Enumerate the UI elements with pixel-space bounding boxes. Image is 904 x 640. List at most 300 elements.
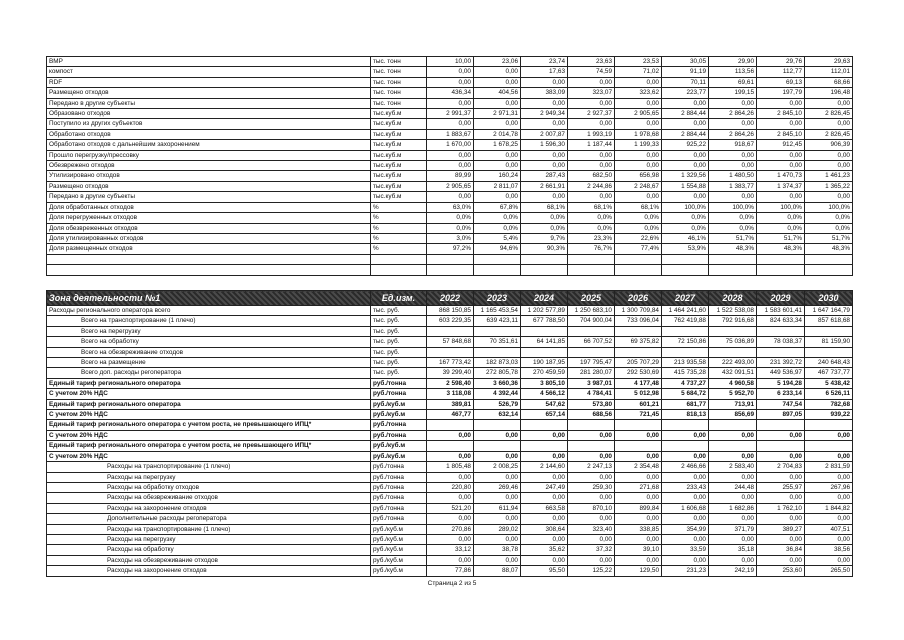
value-cell xyxy=(615,265,662,275)
row-label: Передано в другие субъекты xyxy=(47,192,371,202)
value-cell: 0,00 xyxy=(521,534,568,544)
row-unit: % xyxy=(371,233,427,243)
value-cell xyxy=(805,420,853,430)
value-cell: 0,0% xyxy=(757,223,805,233)
value-cell: 6 233,14 xyxy=(757,389,805,399)
value-cell xyxy=(615,254,662,264)
value-cell: 0,00 xyxy=(568,534,615,544)
value-cell: 3,0% xyxy=(427,233,474,243)
value-cell: 5 952,70 xyxy=(709,389,757,399)
value-cell: 0,00 xyxy=(662,514,709,524)
value-cell xyxy=(427,326,474,336)
value-cell: 1 554,88 xyxy=(662,181,709,191)
value-cell: 0,00 xyxy=(427,451,474,461)
value-cell: 2 007,87 xyxy=(521,129,568,139)
year-header: 2027 xyxy=(662,291,709,306)
value-cell: 0,0% xyxy=(615,223,662,233)
value-cell xyxy=(757,420,805,430)
value-cell: 29,76 xyxy=(757,57,805,67)
table-row xyxy=(47,129,853,139)
value-cell: 1 250 683,10 xyxy=(568,306,615,316)
value-cell: 0,0% xyxy=(427,223,474,233)
value-cell: 17,63 xyxy=(521,67,568,77)
table-row xyxy=(47,181,853,191)
value-cell: 100,0% xyxy=(757,202,805,212)
value-cell: 0,00 xyxy=(521,119,568,129)
value-cell: 23,06 xyxy=(474,57,521,67)
value-cell: 389,81 xyxy=(427,399,474,409)
value-cell: 69 375,82 xyxy=(615,337,662,347)
value-cell: 2 811,07 xyxy=(474,181,521,191)
value-cell: 0,00 xyxy=(568,150,615,160)
value-cell: 0,00 xyxy=(427,119,474,129)
value-cell xyxy=(615,347,662,357)
table-row xyxy=(47,265,853,275)
row-label: Всего на обезвреживание отходов xyxy=(47,347,371,357)
value-cell: 407,51 xyxy=(805,524,853,534)
row-label: Расходы на обезвреживание отходов xyxy=(47,493,371,503)
value-cell: 0,00 xyxy=(427,555,474,565)
row-label: Расходы на захоронение отходов xyxy=(47,503,371,513)
row-label: Расходы регионального оператора всего xyxy=(47,306,371,316)
value-cell xyxy=(427,441,474,451)
row-label: Обработано отходов xyxy=(47,129,371,139)
value-cell: 0,00 xyxy=(662,119,709,129)
value-cell: 0,00 xyxy=(474,98,521,108)
value-cell: 939,22 xyxy=(805,410,853,420)
tariff-table xyxy=(46,290,853,577)
table-row xyxy=(47,566,853,576)
value-cell: 2 971,31 xyxy=(474,109,521,119)
value-cell: 0,00 xyxy=(709,192,757,202)
table-row xyxy=(47,77,853,87)
value-cell: 0,00 xyxy=(427,430,474,440)
table-row xyxy=(47,98,853,108)
value-cell: 0,00 xyxy=(757,451,805,461)
value-cell: 0,00 xyxy=(709,430,757,440)
value-cell: 39 299,40 xyxy=(427,368,474,378)
value-cell: 657,14 xyxy=(521,410,568,420)
value-cell xyxy=(757,254,805,264)
value-cell: 2 248,67 xyxy=(615,181,662,191)
row-label: С учетом 20% НДС xyxy=(47,389,371,399)
value-cell: 0,00 xyxy=(805,430,853,440)
value-cell: 0,00 xyxy=(615,430,662,440)
value-cell: 1 606,68 xyxy=(662,503,709,513)
value-cell: 601,21 xyxy=(615,399,662,409)
row-unit: руб./куб.м xyxy=(371,545,427,555)
value-cell: 857 618,68 xyxy=(805,316,853,326)
row-label: Расходы на обезвреживание отходов xyxy=(47,555,371,565)
value-cell: 0,00 xyxy=(757,119,805,129)
value-cell: 272 805,78 xyxy=(474,368,521,378)
value-cell: 573,80 xyxy=(568,399,615,409)
value-cell: 197,79 xyxy=(757,88,805,98)
row-unit: тыс. руб. xyxy=(371,368,427,378)
value-cell: 1 461,23 xyxy=(805,171,853,181)
row-label: компост xyxy=(47,67,371,77)
value-cell: 0,00 xyxy=(521,150,568,160)
row-label: Расходы на обработку xyxy=(47,545,371,555)
value-cell: 271,68 xyxy=(615,482,662,492)
value-cell: 0,00 xyxy=(521,77,568,87)
value-cell xyxy=(709,265,757,275)
row-unit: руб./тонна xyxy=(371,482,427,492)
value-cell: 69,61 xyxy=(709,77,757,87)
value-cell: 0,00 xyxy=(568,161,615,171)
unit-header: Ед.изм. xyxy=(371,291,427,306)
value-cell xyxy=(662,326,709,336)
value-cell: 0,00 xyxy=(615,192,662,202)
value-cell: 0,00 xyxy=(568,119,615,129)
row-unit xyxy=(371,254,427,264)
value-cell: 0,00 xyxy=(757,430,805,440)
value-cell: 0,00 xyxy=(615,119,662,129)
table-row xyxy=(47,545,853,555)
value-cell: 35,18 xyxy=(709,545,757,555)
row-label: Обезврежено отходов xyxy=(47,161,371,171)
value-cell: 389,27 xyxy=(757,524,805,534)
value-cell: 0,00 xyxy=(709,451,757,461)
table-row xyxy=(47,482,853,492)
value-cell: 182 873,03 xyxy=(474,358,521,368)
value-cell: 0,00 xyxy=(521,192,568,202)
value-cell: 5 438,42 xyxy=(805,378,853,388)
value-cell: 0,00 xyxy=(757,555,805,565)
value-cell: 2 704,83 xyxy=(757,462,805,472)
value-cell: 68,66 xyxy=(805,77,853,87)
value-cell xyxy=(709,326,757,336)
row-label: Единый тариф регионального оператора с учетом роста, не превышающего ИПЦ* xyxy=(47,441,371,451)
table-row xyxy=(47,202,853,212)
value-cell: 0,00 xyxy=(805,161,853,171)
value-cell: 196,48 xyxy=(805,88,853,98)
value-cell: 0,00 xyxy=(709,534,757,544)
value-cell: 0,00 xyxy=(805,451,853,461)
value-cell: 2 864,26 xyxy=(709,109,757,119)
value-cell: 0,00 xyxy=(805,472,853,482)
value-cell: 0,00 xyxy=(427,534,474,544)
value-cell: 0,0% xyxy=(805,213,853,223)
year-header: 2024 xyxy=(521,291,568,306)
value-cell: 38,78 xyxy=(474,545,521,555)
value-cell: 682,50 xyxy=(568,171,615,181)
value-cell: 0,00 xyxy=(474,119,521,129)
row-unit: тыс.куб.м xyxy=(371,181,427,191)
value-cell: 2 144,60 xyxy=(521,462,568,472)
value-cell: 2 466,66 xyxy=(662,462,709,472)
value-cell: 0,00 xyxy=(805,514,853,524)
value-cell: 4 566,12 xyxy=(521,389,568,399)
value-cell: 0,00 xyxy=(427,493,474,503)
row-label: Образовано отходов xyxy=(47,109,371,119)
value-cell: 247,49 xyxy=(521,482,568,492)
value-cell: 0,00 xyxy=(568,493,615,503)
value-cell: 113,56 xyxy=(709,67,757,77)
row-unit: руб./куб.м xyxy=(371,410,427,420)
row-unit: руб./куб.м xyxy=(371,566,427,576)
value-cell: 1 329,56 xyxy=(662,171,709,181)
value-cell: 90,3% xyxy=(521,244,568,254)
value-cell: 0,00 xyxy=(615,555,662,565)
value-cell: 0,00 xyxy=(709,98,757,108)
value-cell xyxy=(427,254,474,264)
value-cell: 197 795,47 xyxy=(568,358,615,368)
value-cell xyxy=(615,326,662,336)
row-unit: тыс. тонн xyxy=(371,88,427,98)
row-label: Расходы на перегрузку xyxy=(47,534,371,544)
year-header: 2025 xyxy=(568,291,615,306)
value-cell: 897,05 xyxy=(757,410,805,420)
value-cell: 253,60 xyxy=(757,566,805,576)
value-cell: 1 583 601,41 xyxy=(757,306,805,316)
value-cell: 0,00 xyxy=(474,67,521,77)
value-cell: 0,00 xyxy=(805,534,853,544)
value-cell: 4 177,48 xyxy=(615,378,662,388)
row-label: Всего на обработку xyxy=(47,337,371,347)
value-cell: 432 091,51 xyxy=(709,368,757,378)
page-number: Страница 2 из 5 xyxy=(427,580,477,587)
value-cell: 10,00 xyxy=(427,57,474,67)
value-cell: 100,0% xyxy=(709,202,757,212)
row-unit: руб./тонна xyxy=(371,430,427,440)
value-cell: 1 993,19 xyxy=(568,129,615,139)
value-cell: 70 351,61 xyxy=(474,337,521,347)
value-cell: 467,77 xyxy=(427,410,474,420)
value-cell: 2 826,45 xyxy=(805,109,853,119)
value-cell: 0,00 xyxy=(568,192,615,202)
value-cell: 338,85 xyxy=(615,524,662,534)
value-cell: 57 848,68 xyxy=(427,337,474,347)
value-cell: 0,0% xyxy=(568,223,615,233)
value-cell: 6 526,11 xyxy=(805,389,853,399)
row-unit: тыс. тонн xyxy=(371,57,427,67)
value-cell: 270 459,59 xyxy=(521,368,568,378)
value-cell xyxy=(757,441,805,451)
value-cell: 5 012,98 xyxy=(615,389,662,399)
value-cell xyxy=(757,347,805,357)
value-cell: 88,07 xyxy=(474,566,521,576)
value-cell: 0,00 xyxy=(709,472,757,482)
value-cell xyxy=(662,265,709,275)
row-unit: % xyxy=(371,244,427,254)
value-cell: 0,00 xyxy=(662,430,709,440)
row-unit: тыс.куб.м xyxy=(371,109,427,119)
zone-title: Зона деятельности №1 xyxy=(47,291,371,306)
value-cell: 190 187,95 xyxy=(521,358,568,368)
value-cell: 223,77 xyxy=(662,88,709,98)
value-cell: 1 678,25 xyxy=(474,140,521,150)
value-cell: 3 118,08 xyxy=(427,389,474,399)
value-cell: 0,00 xyxy=(427,514,474,524)
value-cell: 0,00 xyxy=(805,192,853,202)
value-cell: 0,00 xyxy=(709,161,757,171)
value-cell: 23,3% xyxy=(568,233,615,243)
value-cell: 199,15 xyxy=(709,88,757,98)
value-cell: 129,50 xyxy=(615,566,662,576)
value-cell: 0,00 xyxy=(662,98,709,108)
value-cell: 0,00 xyxy=(474,472,521,482)
value-cell: 415 735,28 xyxy=(662,368,709,378)
value-cell: 231,23 xyxy=(662,566,709,576)
value-cell xyxy=(474,441,521,451)
table-row xyxy=(47,316,853,326)
value-cell: 0,00 xyxy=(615,514,662,524)
value-cell: 663,58 xyxy=(521,503,568,513)
value-cell: 39,10 xyxy=(615,545,662,555)
value-cell: 1 374,37 xyxy=(757,181,805,191)
value-cell: 0,00 xyxy=(757,161,805,171)
row-label: Размещено отходов xyxy=(47,181,371,191)
value-cell xyxy=(521,347,568,357)
value-cell: 747,54 xyxy=(757,399,805,409)
value-cell: 5,4% xyxy=(474,233,521,243)
row-unit: тыс. руб. xyxy=(371,316,427,326)
value-cell: 1 365,22 xyxy=(805,181,853,191)
value-cell: 0,0% xyxy=(521,223,568,233)
value-cell: 0,00 xyxy=(474,150,521,160)
table-row xyxy=(47,399,853,409)
value-cell: 1 383,77 xyxy=(709,181,757,191)
value-cell: 0,0% xyxy=(709,223,757,233)
value-cell: 639 423,11 xyxy=(474,316,521,326)
value-cell: 1 596,30 xyxy=(521,140,568,150)
value-cell xyxy=(805,441,853,451)
table-row xyxy=(47,358,853,368)
row-unit: руб./куб.м xyxy=(371,451,427,461)
value-cell: 656,98 xyxy=(615,171,662,181)
value-cell: 0,0% xyxy=(805,223,853,233)
value-cell xyxy=(474,265,521,275)
table-row xyxy=(47,420,853,430)
value-cell: 240 648,43 xyxy=(805,358,853,368)
value-cell: 5 684,72 xyxy=(662,389,709,399)
value-cell: 0,00 xyxy=(662,451,709,461)
value-cell: 0,00 xyxy=(662,534,709,544)
value-cell: 231 392,72 xyxy=(757,358,805,368)
value-cell xyxy=(805,326,853,336)
table-row xyxy=(47,306,853,316)
value-cell: 704 900,04 xyxy=(568,316,615,326)
value-cell: 0,0% xyxy=(615,213,662,223)
row-label: С учетом 20% НДС xyxy=(47,430,371,440)
value-cell: 0,00 xyxy=(521,98,568,108)
table-row xyxy=(47,57,853,67)
table-row xyxy=(47,109,853,119)
value-cell: 259,30 xyxy=(568,482,615,492)
value-cell: 1 762,10 xyxy=(757,503,805,513)
value-cell: 69,13 xyxy=(757,77,805,87)
row-unit: руб./куб.м xyxy=(371,555,427,565)
row-label xyxy=(47,254,371,264)
value-cell: 2 991,37 xyxy=(427,109,474,119)
table-row xyxy=(47,233,853,243)
table-row xyxy=(47,171,853,181)
table-row xyxy=(47,347,853,357)
value-cell: 68,1% xyxy=(521,202,568,212)
value-cell: 521,20 xyxy=(427,503,474,513)
table-row xyxy=(47,368,853,378)
value-cell: 35,62 xyxy=(521,545,568,555)
value-cell: 51,7% xyxy=(709,233,757,243)
value-cell: 0,00 xyxy=(757,472,805,482)
value-cell xyxy=(521,265,568,275)
waste-balance-table xyxy=(46,56,853,276)
value-cell: 818,13 xyxy=(662,410,709,420)
value-cell: 547,62 xyxy=(521,399,568,409)
value-cell: 255,97 xyxy=(757,482,805,492)
value-cell: 733 096,04 xyxy=(615,316,662,326)
value-cell: 0,00 xyxy=(521,451,568,461)
row-label: Доля обезвреженных отходов xyxy=(47,223,371,233)
row-unit: тыс. руб. xyxy=(371,306,427,316)
row-unit: руб./куб.м xyxy=(371,534,427,544)
value-cell: 5 194,28 xyxy=(757,378,805,388)
value-cell: 906,39 xyxy=(805,140,853,150)
value-cell: 71,02 xyxy=(615,67,662,77)
value-cell: 0,00 xyxy=(474,430,521,440)
value-cell: 76,7% xyxy=(568,244,615,254)
value-cell xyxy=(662,347,709,357)
value-cell: 0,00 xyxy=(615,451,662,461)
value-cell: 308,64 xyxy=(521,524,568,534)
value-cell: 782,68 xyxy=(805,399,853,409)
value-cell xyxy=(474,420,521,430)
value-cell: 611,94 xyxy=(474,503,521,513)
row-unit: тыс.куб.м xyxy=(371,171,427,181)
value-cell: 1 464 241,60 xyxy=(662,306,709,316)
table-row xyxy=(47,462,853,472)
value-cell: 0,0% xyxy=(474,223,521,233)
value-cell: 1 647 164,79 xyxy=(805,306,853,316)
value-cell xyxy=(662,254,709,264)
row-unit: тыс. руб. xyxy=(371,326,427,336)
value-cell: 526,79 xyxy=(474,399,521,409)
value-cell: 0,00 xyxy=(662,150,709,160)
value-cell: 2 354,48 xyxy=(615,462,662,472)
value-cell: 0,0% xyxy=(662,213,709,223)
value-cell: 222 493,00 xyxy=(709,358,757,368)
value-cell: 0,00 xyxy=(568,555,615,565)
value-cell: 632,14 xyxy=(474,410,521,420)
table-row xyxy=(47,254,853,264)
row-unit: тыс.куб.м xyxy=(371,140,427,150)
value-cell: 167 773,42 xyxy=(427,358,474,368)
row-label: Обработано отходов с дальнейшим захоронением xyxy=(47,140,371,150)
value-cell xyxy=(568,254,615,264)
value-cell: 22,6% xyxy=(615,233,662,243)
table-header-row xyxy=(47,291,853,306)
value-cell: 0,00 xyxy=(568,451,615,461)
value-cell: 72 150,86 xyxy=(662,337,709,347)
table-row xyxy=(47,493,853,503)
value-cell: 1 165 453,54 xyxy=(474,306,521,316)
value-cell: 2 905,65 xyxy=(615,109,662,119)
value-cell xyxy=(662,441,709,451)
row-label: Всего на размещение xyxy=(47,358,371,368)
value-cell: 91,19 xyxy=(662,67,709,77)
value-cell xyxy=(615,441,662,451)
value-cell: 0,00 xyxy=(474,493,521,503)
value-cell: 75 036,89 xyxy=(709,337,757,347)
value-cell xyxy=(474,326,521,336)
value-cell: 4 960,58 xyxy=(709,378,757,388)
value-cell: 265,50 xyxy=(805,566,853,576)
value-cell: 0,00 xyxy=(427,161,474,171)
value-cell: 0,0% xyxy=(521,213,568,223)
row-unit: % xyxy=(371,213,427,223)
value-cell xyxy=(521,254,568,264)
